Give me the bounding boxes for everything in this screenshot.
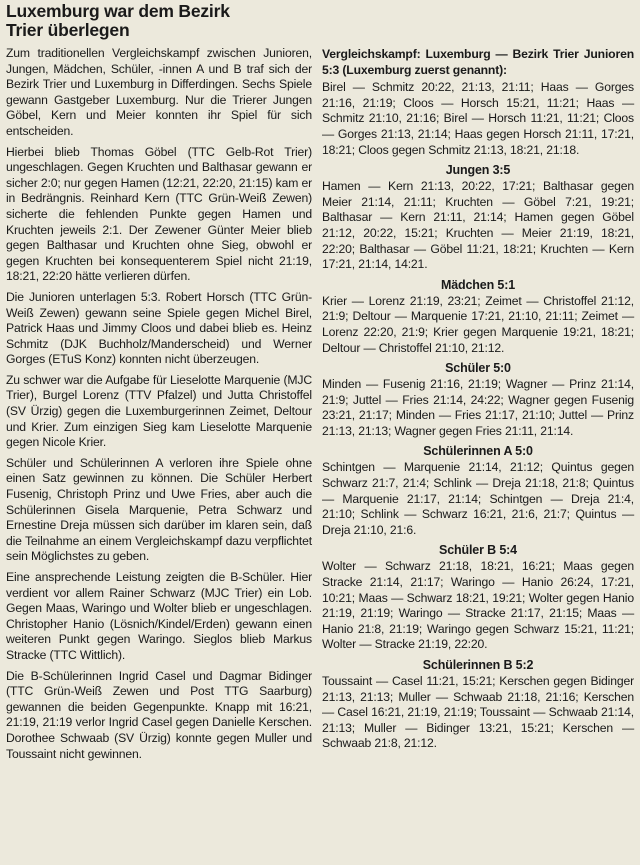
section-heading-schuelerinnen-b: Schülerinnen B 5:2 xyxy=(422,658,534,672)
paragraph: Zu schwer war die Aufgabe für Lieselotte Marquenie (MJC Trier), Burgel Lorenz (TTV Pfalzel) und Jutta Christoffel (SV Ürzig) gegen die Luxemburgerinnen Zeimet, Deltour und Krier. Zum einzigen Sieg kam Lieselotte Marquenie gegen Nicole Krier. xyxy=(6,372,312,450)
paragraph: Die Junioren unterlagen 5:3. Robert Horsch (TTC Grün-Weiß Zewen) gewann seine Spiele gegen Michel Birel, Patrick Haas und Jimmy Cloos und dabei blieb es. Heinz Schmitz (DJK Buchholz/Manderscheid) und Werner Gorges (ETuS Konz) konnten nicht überzeugen. xyxy=(6,289,312,367)
paragraph: Schüler und Schülerinnen A verloren ihre Spiele ohne einen Satz gewinnen zu können. Die Schüler Herbert Fusenig, Christoph Prinz und Uwe Fries, aber auch die Schülerinnen Gisela Marquenie, Petra Schwarz und Ernestine Dreja müssen sich darüber im klaren sein, daß die Teilnahme an einem Vergleichskampf dazu verpflichtet sein Möglichstes zu geben. xyxy=(6,455,312,564)
results-schueler: Minden — Fusenig 21:16, 21:19; Wagner — Prinz 21:14, 21:9; Juttel — Fries 21:14, 24:22; Wagner gegen Fusenig 23:21, 21:17; Minden — Fries 21:17, 21:10; Juttel — Prinz 21:13, 21:13; Wagner gegen Fries 21:11, 21:14. xyxy=(322,377,634,438)
section-heading-schueler: Schüler 5:0 xyxy=(445,361,511,376)
results-column xyxy=(322,47,634,754)
results-schuelerinnen-a: Schintgen — Marquenie 21:14, 21:12; Quintus gegen Schwarz 21:7, 21:4; Schlink — Dreja 21:18, 21:8; Quintus — Marquenie 21:17, 21:14; Schintgen — Dreja 21:4, 21:10; Schlink — Schwarz 16:21, 21:6, 21:7; Quintus — Dreja 21:10, 21:6. xyxy=(322,460,634,537)
section-heading-schuelerinnen-a: Schülerinnen A 5:0 xyxy=(423,444,533,459)
paragraph: Die B-Schülerinnen Ingrid Casel und Dagmar Bidinger (TTC Grün-Weiß Zewen und Post TTG Saarburg) gewannen die beiden Gegenpunkte. Knapp mit 16:21, 21:19, 21:19 verlor Ingrid Casel gegen Danielle Kerschen. Dorothee Schwaab (SV Ürzig) konnte gegen Muller und Toussaint nicht gewinnen. xyxy=(6,668,312,761)
paragraph: Hierbei blieb Thomas Göbel (TTC Gelb-Rot Trier) ungeschlagen. Gegen Kruchten und Balthasar gewann er sicher 2:0; nur gegen Hamen (12:21, 22:20, 21:15) kam er in Bedrängnis. Reinhard Kern (TTC Grün-Weiß Zewen) sicherte die fehlenden Punkte gegen Hamen und Kruchten jeweils 2:1. Der Zewener Günter Meier blieb gegen Balthasar und Kruchten ohne Sieg, obwohl er gegen Kruchten bei konsequenterem Spiel nicht 21:19, 18:21, 22:20 hätte verlieren dürfen. xyxy=(6,144,312,284)
results-schueler-b: Wolter — Schwarz 21:18, 18:21, 16:21; Maas gegen Stracke 21:14, 21:17; Waringo — Hanio 26:24, 17:21, 10:21; Maas — Schwarz 18:21, 19:21; Wolter gegen Hanio 21:19, 21:19; Waringo — Stracke 21:17, 21:15; Maas — Hanio 21:8, 21:19; Waringo gegen Schwarz 15:21, 11:21; Wolter — Stracke 21:19, 22:20. xyxy=(322,559,634,652)
paragraph: Zum traditionellen Vergleichskampf zwischen Junioren, Jungen, Mädchen, Schüler, -innen A und B traf sich der Bezirk Trier und Luxemburg in Differdingen. Sechs Spiele gewann Gastgeber Luxemburg. Nur die Trierer Jungen Göbel, Kern und Meier konnten ihr Spiel für sich entscheiden. xyxy=(6,46,312,138)
results-junioren: Birel — Schmitz 20:22, 21:13, 21:11; Haas — Gorges 21:16, 21:19; Cloos — Horsch 15:21, 11:21; Haas — Schmitz 21:10, 21:16; Birel — Horsch 11:21, 11:21; Cloos — Gorges 21:13, 21:14; Haas gegen Horsch 21:11, 17:21, 18:21; Cloos gegen Schmitz 21:13, 18:21, 21:18. xyxy=(322,80,634,157)
section-heading-maedchen: Mädchen 5:1 xyxy=(440,277,516,292)
results-intro: Vergleichskampf: Luxemburg — Bezirk Trier Junioren 5:3 (Luxemburg zuerst genannt): xyxy=(322,47,634,77)
headline-line-1: Luxemburg war dem Bezirk xyxy=(6,1,230,21)
section-heading-jungen: Jungen 3:5 xyxy=(445,163,511,178)
section-heading-schueler-b: Schüler B 5:4 xyxy=(439,543,517,558)
results-jungen: Hamen — Kern 21:13, 20:22, 17:21; Balthasar gegen Meier 21:14, 21:11; Kruchten — Göbel 7:21, 19:21; Balthasar — Kern 21:11, 21:14; Hamen gegen Göbel 21:12, 20:22, 15:21; Kruchten — Meier 21:19, 18:21, 22:20; Balthasar — Göbel 11:21, 18:21; Kruchten — Kern 17:21, 21:14, 14:21. xyxy=(322,179,634,272)
article-headline xyxy=(6,2,306,40)
results-schuelerinnen-b: Toussaint — Casel 11:21, 15:21; Kerschen gegen Bidinger 21:13, 21:13; Muller — Schwaab 21:18, 21:16; Kerschen — Casel 16:21, 21:19, 21:19; Toussaint — Schwaab 21:14, 21:13; Muller — Bidinger 13:21, 15:21; Kerschen — Schwaab 21:8, 21:12. xyxy=(322,674,634,751)
article-body-left xyxy=(6,46,312,767)
paragraph: Eine ansprechende Leistung zeigten die B-Schüler. Hier verdient vor allem Rainer Schwarz (MJC Trier) ein Lob. Gegen Maas, Waringo und Wolter blieb er ungeschlagen. Christopher Hanio (Lösnich/Kindel/Erden) gewann einen weiteren Punkt gegen Waringo. Sieglos blieb Markus Stracke (TTC Wittlich). xyxy=(6,570,312,662)
headline-line-2: Trier überlegen xyxy=(6,20,130,40)
results-maedchen: Krier — Lorenz 21:19, 23:21; Zeimet — Christoffel 21:12, 21:9; Deltour — Marquenie 17:21, 21:10, 21:11; Zeimet — Lorenz 22:20, 21:9; Krier gegen Marquenie 19:21, 18:21; Deltour — Christoffel 21:10, 21:12. xyxy=(322,293,634,355)
